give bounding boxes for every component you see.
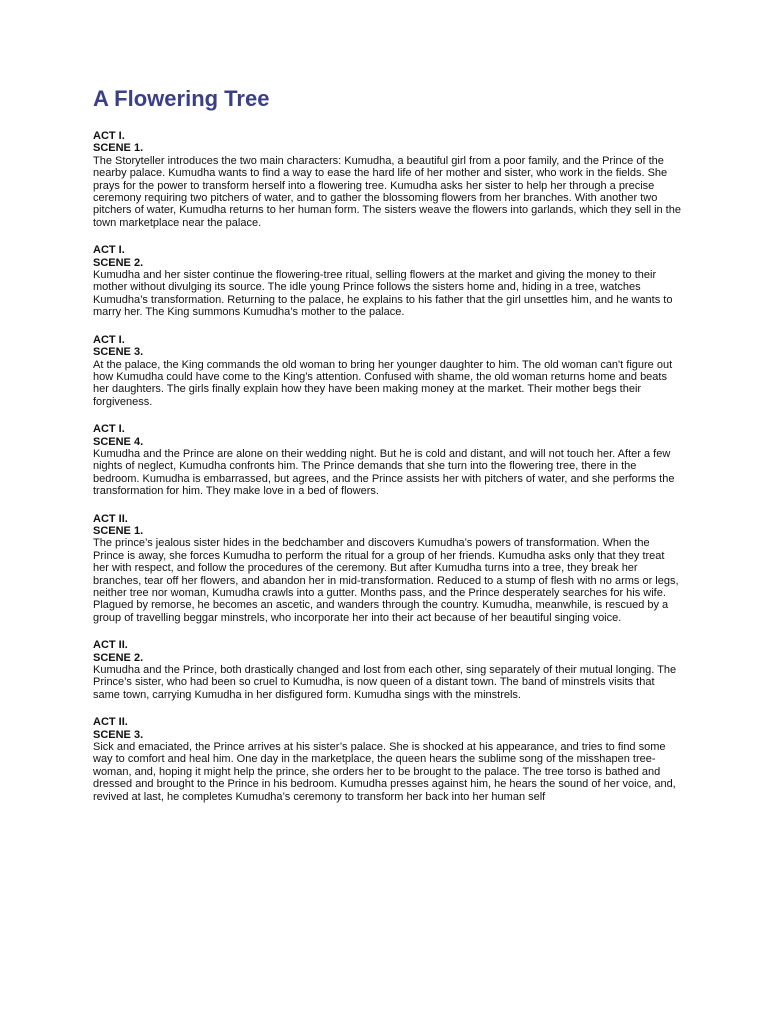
scene-section bbox=[93, 130, 683, 229]
scene-section bbox=[93, 513, 683, 625]
scene-section bbox=[93, 334, 683, 408]
scene-paragraph: Kumudha and the Prince are alone on their wedding night. But he is cold and distant, and will not touch her. After a few nights of neglect, Kumudha confronts him. The Prince demands that she turn into the flowering tree, there in the bedroom. Kumudha is embarrassed, but agrees, and the Prince assists her with pitchers of water, and she performs the transformation for him. They make love in a bed of flowers. bbox=[93, 447, 675, 498]
scene-paragraph: Kumudha and her sister continue the flowering-tree ritual, selling flowers at the market and giving the money to their mother without divulging its source. The idle young Prince follows the sisters home and, hiding in a tree, watches Kumudha’s transformation. Returning to the palace, he explains to his father that the girl unsettles him, and he wants to marry her. The King summons Kumudha’s mother to the palace. bbox=[93, 269, 673, 319]
act-heading: ACT I. bbox=[93, 130, 125, 142]
scene-heading: SCENE 3. bbox=[93, 728, 144, 741]
act-heading: ACT II. bbox=[93, 512, 128, 525]
document-page bbox=[93, 84, 683, 818]
scene-heading: SCENE 1. bbox=[93, 524, 144, 537]
scene-paragraph: The Storyteller introduces the two main characters: Kumudha, a beautiful girl from a poor family, and the Prince of the nearby palace. Kumudha wants to find a way to ease the hard life of her mother and sister, who work in the fields. She prays for the power to transform herself into a flowering tree. Kumudha asks her sister to help her through a precise ceremony requiring two pitchers of water, and to gather the blossoming flowers from her branches. With another two pitchers of water, Kumudha returns to her human form. The sisters weave the flowers into garlands, which they sell in the town marketplace near the palace. bbox=[93, 154, 681, 229]
scene-heading: SCENE 2. bbox=[93, 651, 144, 664]
scene-paragraph: Kumudha and the Prince, both drastically changed and lost from each other, sing separately of their mutual longing. The Prince’s sister, who had been so cruel to Kumudha, is now queen of a distant town. The band of minstrels visits that same town, carrying Kumudha in her disfigured form. Kumudha sings with the minstrels. bbox=[93, 664, 677, 701]
scene-heading: SCENE 2. bbox=[93, 256, 144, 269]
document-title: A Flowering Tree bbox=[93, 86, 270, 111]
scene-heading: SCENE 3. bbox=[93, 346, 144, 359]
scene-paragraph: At the palace, the King commands the old woman to bring her younger daughter to him. The old woman can't figure out how Kumudha could have come to the King’s attention. Confused with shame, the old woman returns home and beats her daughters. The girls finally explain how they have been making money at the market. Their mother begs their forgiveness. bbox=[93, 358, 673, 408]
scene-heading: SCENE 4. bbox=[93, 435, 144, 448]
scene-section bbox=[93, 244, 683, 318]
act-heading: ACT I. bbox=[93, 244, 125, 257]
scene-heading: SCENE 1. bbox=[93, 142, 144, 155]
scene-paragraph: The prince’s jealous sister hides in the bedchamber and discovers Kumudha’s powers of transformation. When the Prince is away, she forces Kumudha to perform the ritual for a group of her friends. Kumudha asks only that they treat her with respect, and follow the procedures of the ceremony. But after Kumudha turns into a tree, they break her branches, tear off her flowers, and abandon her in mid-transformation. Reduced to a stump of flesh with no arms or legs, neither tree nor woman, Kumudha crawls into a gutter. Months pass, and the Prince desperately searches for his wife. Plagued by remorse, he becomes an ascetic, and wanders through the country. Kumudha, meanwhile, is rescued by a group of travelling beggar minstrels, who incorporate her into their act because of her beautiful singing voice. bbox=[93, 537, 679, 624]
scene-section bbox=[93, 423, 683, 497]
act-heading: ACT II. bbox=[93, 639, 128, 652]
scene-section bbox=[93, 639, 683, 701]
scene-paragraph: Sick and emaciated, the Prince arrives at his sister’s palace. She is shocked at his appearance, and tries to find some way to comfort and heal him. One day in the marketplace, the queen hears the sublime song of the misshapen tree-woman, and, hoping it might help the prince, she orders her to be brought to the palace. The tree torso is bathed and dressed and brought to the Prince in his bedroom. Kumudha presses against him, he hears the sound of her voice, and, revived at last, he completes Kumudha’s ceremony to transform her back into her human self bbox=[93, 741, 676, 803]
act-heading: ACT I. bbox=[93, 333, 125, 346]
scene-section bbox=[93, 716, 683, 803]
act-heading: ACT II. bbox=[93, 716, 128, 729]
act-heading: ACT I. bbox=[93, 423, 125, 436]
